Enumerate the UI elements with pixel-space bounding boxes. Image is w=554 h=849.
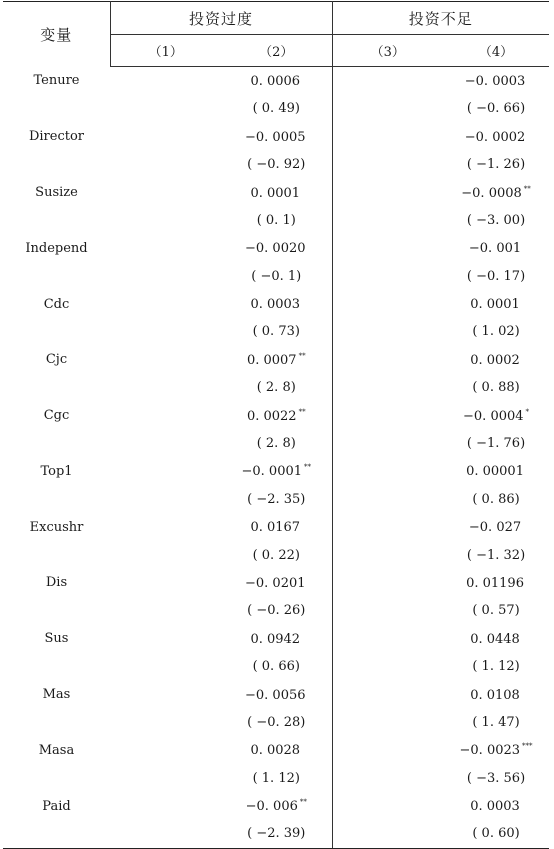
tstat-col3 [332,206,443,234]
table-row [3,95,549,123]
variable-name: Cgc [43,408,70,424]
coef-value: −0. 0020 [245,241,306,257]
variable-name-blank [3,374,110,402]
cell-col1 [110,290,221,318]
tstat-col4: ( 0. 60) [443,820,549,848]
coef-col4 [443,346,549,374]
table-row [3,151,549,179]
tstat-col2: ( 1. 12) [252,770,300,786]
coef-value: −0. 0001 [241,464,303,480]
tstat-col2: ( −2. 35) [247,491,306,507]
tstat-col4: ( 0. 86) [472,491,520,507]
over-investment-header: 投资过度 [110,2,332,35]
cell-col1 [110,792,221,820]
under-investment-header: 投资不足 [332,2,549,35]
coef-value: −0. 0023 [459,743,521,759]
tstat-col2: ( −0. 26) [247,603,306,619]
coef-col2 [221,290,332,318]
tstat-col3 [332,597,443,625]
tstat-col2: ( 2. 8) [256,436,296,452]
cell-col1 [110,67,221,95]
table-row [3,485,549,513]
variable-name-blank [3,708,110,736]
coef-value: 0. 0003 [470,799,520,815]
variable-name-blank [3,764,110,792]
table-row [3,792,549,820]
variable-name: Susize [35,185,78,200]
significance-stars: ** [523,184,531,193]
coef-value: −0. 0201 [245,575,306,591]
tstat-col1 [110,708,221,736]
tstat-col4: ( 0. 88) [472,380,520,396]
variable-name: Independ [25,240,88,256]
tstat-col1 [110,430,221,458]
coef-col4 [443,625,549,653]
significance-stars: * [525,407,530,416]
coef-value: −0. 0002 [464,129,526,145]
cell-col3 [332,67,443,95]
column-header-4: （4） [443,35,549,67]
tstat-col3 [332,653,443,681]
variable-name: Excushr [29,519,84,535]
coef-value: 0. 0003 [250,297,301,313]
tstat-col2: ( −0. 1) [251,268,302,284]
cell-col3 [332,234,443,262]
cell-col3 [332,736,443,764]
coef-col4 [443,681,549,709]
cell-col1 [110,513,221,541]
tstat-col1 [110,151,221,179]
tstat-col3 [332,374,443,402]
coef-col2 [221,569,332,597]
variable-name-blank [3,820,110,848]
tstat-col4: ( 1. 12) [472,659,520,675]
cell-col3 [332,123,443,151]
coef-col4 [443,123,549,151]
tstat-col3 [332,485,443,513]
variable-name-blank [3,318,110,346]
table-row [3,318,549,346]
tstat-col1 [110,820,221,848]
coef-value: −0. 006 [245,799,298,815]
tstat-col3 [332,151,443,179]
coef-col4 [443,513,549,541]
variable-name-blank [3,151,110,179]
cell-col3 [332,513,443,541]
tstat-col1 [110,764,221,792]
coef-value: 0. 01196 [466,575,524,591]
tstat-col4: ( 1. 47) [472,714,520,730]
tstat-col2: ( 0. 73) [252,324,300,340]
coef-col4 [443,179,549,207]
coef-col2 [221,681,332,709]
tstat-col2: ( 2. 8) [256,380,296,396]
coef-value: −0. 0003 [464,73,526,89]
regression-table [3,1,549,849]
variable-name: Cdc [43,296,70,312]
tstat-col3 [332,318,443,346]
variable-name-blank [3,653,110,681]
variable-name: Masa [38,742,75,758]
tstat-col1 [110,597,221,625]
coef-col2 [221,67,332,95]
cell-col1 [110,569,221,597]
tstat-col4: ( −1. 32) [466,547,526,563]
cell-col1 [110,625,221,653]
table-row [3,430,549,458]
tstat-col1 [110,318,221,346]
cell-col1 [110,123,221,151]
tstat-col4: ( −1. 26) [466,157,526,173]
variable-name: Mas [42,687,71,703]
coef-col2 [221,792,332,820]
tstat-col3 [332,541,443,569]
variable-name-blank [3,485,110,513]
cell-col1 [110,179,221,207]
coef-col4 [443,402,549,430]
table-row [3,179,549,207]
coef-col2 [221,457,332,485]
significance-stars: ** [298,351,306,360]
tstat-col3 [332,708,443,736]
cell-col3 [332,346,443,374]
coef-value: −0. 027 [468,520,522,536]
variable-name-blank [3,95,110,123]
variable-name-blank [3,206,110,234]
coef-col2 [221,736,332,764]
tstat-col2: ( 0. 1) [256,212,296,228]
coef-value: 0. 0001 [250,185,301,201]
significance-stars: ** [298,407,306,416]
tstat-col3 [332,820,443,848]
table-row [3,234,549,262]
table-row [3,402,549,430]
tstat-col4: ( −0. 17) [466,268,526,284]
cell-col3 [332,290,443,318]
table-row [3,290,549,318]
tstat-col3 [332,430,443,458]
variable-name: Director [28,129,85,145]
coef-col2 [221,179,332,207]
table-row [3,764,549,792]
significance-stars: ** [304,463,312,472]
tstat-col4: ( 0. 57) [472,603,520,619]
table-row [3,457,549,485]
cell-col1 [110,457,221,485]
tstat-col2: ( −2. 39) [221,820,332,848]
cell-col1 [110,402,221,430]
table-row [3,569,549,597]
table-row [3,262,549,290]
tstat-col2: ( 0. 22) [252,547,300,563]
coef-col2 [221,513,332,541]
coef-col2 [221,234,332,262]
cell-col3 [332,179,443,207]
column-header-2: （2） [221,35,332,67]
tstat-col1 [110,485,221,513]
header-row-groups [3,2,549,35]
table-row [3,123,549,151]
variable-name: Paid [42,798,71,814]
tstat-col1 [110,206,221,234]
coef-value: 0. 0007 [246,352,297,368]
coef-col2 [221,402,332,430]
table-row [3,541,549,569]
coef-col4 [443,792,549,820]
variable-name-blank [3,430,110,458]
table-body [3,67,549,849]
coef-value: −0. 0008 [461,185,522,201]
tstat-col1 [110,541,221,569]
table-row [3,625,549,653]
variable-name: Dis [45,575,68,591]
variable-name-blank [3,597,110,625]
coef-value: 0. 0942 [250,631,301,647]
coef-value: 0. 00001 [466,464,524,480]
coef-col4 [443,457,549,485]
coef-value: 0. 0028 [250,743,301,759]
coef-value: 0. 0006 [250,73,301,89]
coef-value: 0. 0448 [470,631,520,647]
tstat-col2: ( −0. 28) [247,714,306,730]
tstat-col3 [332,95,443,123]
coef-col2 [221,123,332,151]
coef-value: 0. 0167 [250,520,301,536]
coef-value: −0. 0056 [245,687,306,703]
coef-value: 0. 0022 [246,408,297,424]
cell-col1 [110,736,221,764]
significance-stars: ** [299,798,307,807]
variable-name-blank [3,541,110,569]
variable-name: Sus [44,631,69,647]
table-row [3,346,549,374]
tstat-col1 [110,374,221,402]
tstat-col1 [110,95,221,123]
tstat-col3 [332,764,443,792]
table-row [3,708,549,736]
tstat-col2: ( 0. 66) [252,659,300,675]
variable-name: Tenure [33,73,80,89]
table-row [3,653,549,681]
coef-value: 0. 0108 [470,687,520,703]
coef-value: −0. 0004 [463,408,524,424]
tstat-col2: ( −0. 92) [247,157,306,173]
tstat-col4: ( 1. 02) [472,324,520,340]
tstat-col1 [110,653,221,681]
tstat-col4: ( −3. 56) [466,770,526,786]
cell-col1 [110,234,221,262]
column-header-3: （3） [332,35,443,67]
tstat-col1 [110,262,221,290]
table-row [3,374,549,402]
coef-col2 [221,346,332,374]
table-row [3,681,549,709]
column-header-1: （1） [110,35,221,67]
coef-value: −0. 0005 [245,129,306,145]
coef-col4 [443,290,549,318]
table-row [3,206,549,234]
tstat-col4: ( −1. 76) [466,436,526,452]
coef-value: 0. 0001 [470,297,520,313]
table-row [3,820,549,848]
tstat-col3 [332,262,443,290]
tstat-col4: ( −0. 66) [466,101,526,117]
table-row [3,513,549,541]
coef-col4 [443,736,549,764]
variable-name-blank [3,262,110,290]
coef-col2 [221,625,332,653]
table-row [3,597,549,625]
coef-col4 [443,569,549,597]
cell-col3 [332,625,443,653]
cell-col3 [332,681,443,709]
variable-column-header: 变量 [3,2,110,67]
coef-value: 0. 0002 [470,352,520,368]
cell-col3 [332,792,443,820]
variable-name: Top1 [40,463,73,479]
significance-stars: *** [522,742,533,751]
variable-name: Cjc [45,352,68,368]
tstat-col4: ( −3. 00) [466,212,526,228]
coef-col4 [443,234,549,262]
table-row [3,736,549,764]
tstat-col2: ( 0. 49) [252,101,300,117]
cell-col1 [110,681,221,709]
cell-col3 [332,569,443,597]
cell-col3 [332,457,443,485]
coef-col4 [443,67,549,95]
cell-col3 [332,402,443,430]
coef-value: −0. 001 [468,241,522,257]
table-row [3,67,549,95]
cell-col1 [110,346,221,374]
